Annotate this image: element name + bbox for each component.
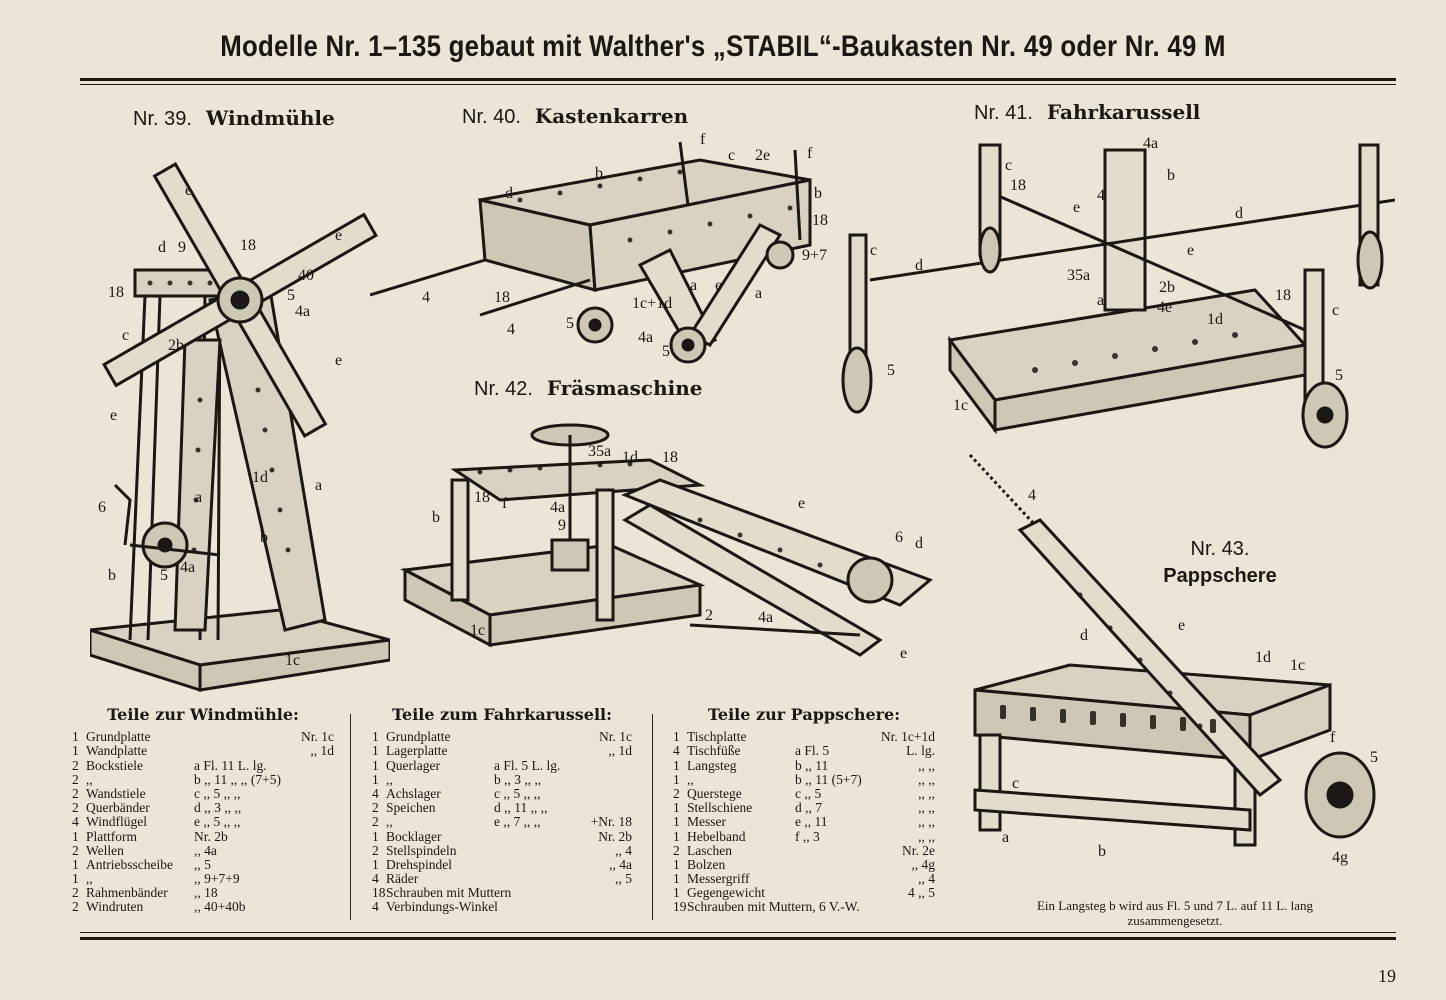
parts-row — [372, 730, 632, 744]
parts-row — [673, 830, 935, 844]
part-label: f — [502, 495, 508, 512]
page-number: 19 — [1378, 966, 1396, 986]
part-number: ,, ,, — [918, 757, 935, 773]
part-name: Stellschiene — [687, 800, 753, 816]
part-name: Laschen — [687, 842, 732, 858]
part-quantity: 1 — [673, 856, 680, 872]
part-spec: d ,, 3 ,, ,, — [194, 800, 242, 816]
part-label: 1c — [1290, 657, 1306, 674]
part-name: Verbindungs-Winkel — [386, 899, 498, 915]
part-label: 5 — [1335, 367, 1343, 384]
part-spec: b ,, 11 ,, ,, (7+5) — [194, 771, 281, 787]
parts-row — [673, 744, 935, 758]
part-quantity: 2 — [72, 800, 79, 816]
part-label: e — [1187, 242, 1195, 259]
page-title: Modelle Nr. 1–135 gebaut mit Walther's „STABIL“-Baukasten Nr. 49 oder Nr. 49 M — [220, 30, 1226, 63]
part-name: Langsteg — [687, 757, 737, 773]
cart-figure — [370, 130, 830, 370]
shears-drawing — [960, 450, 1390, 870]
parts-row — [372, 759, 632, 773]
part-number: ,, 4 — [918, 871, 935, 887]
part-spec: e ,, 7 ,, ,, — [494, 814, 541, 830]
part-number: 4 ,, 5 — [908, 885, 935, 901]
part-label: 4a — [180, 559, 196, 576]
part-label: e — [715, 277, 723, 294]
part-name: Schrauben mit Muttern — [386, 885, 512, 901]
part-quantity: 1 — [673, 885, 680, 901]
model-name: Windmühle — [205, 106, 335, 130]
parts-row — [372, 773, 632, 787]
part-label: 5 — [160, 567, 168, 584]
windmill-figure — [90, 140, 390, 700]
parts-row — [673, 886, 935, 900]
parts-row — [72, 787, 334, 801]
parts-row — [673, 858, 935, 872]
parts-row — [72, 773, 334, 787]
parts-row — [673, 773, 935, 787]
part-label: 5 — [566, 315, 574, 332]
part-number: ,, ,, — [918, 828, 935, 844]
parts-row — [72, 801, 334, 815]
part-label: d — [915, 535, 923, 552]
part-spec: ,, 4a — [194, 842, 217, 858]
part-quantity: 1 — [372, 757, 379, 773]
part-label: a — [690, 277, 698, 294]
parts-row — [72, 830, 334, 844]
part-number: ,, 1d — [310, 743, 334, 759]
part-label: c — [122, 327, 130, 344]
part-spec: Nr. 2b — [194, 828, 228, 844]
model-name: Fahrkarussell — [1046, 100, 1201, 124]
part-spec: a Fl. 5 — [795, 743, 830, 759]
part-quantity: 1 — [673, 729, 680, 745]
part-quantity: 2 — [673, 842, 680, 858]
part-name: Drehspindel — [386, 856, 452, 872]
part-name: Räder — [386, 871, 419, 887]
parts-row — [72, 872, 334, 886]
part-label: 4a — [758, 609, 774, 626]
model-label-41 — [974, 100, 1200, 125]
part-label: 18 — [662, 449, 678, 466]
parts-list-title: Teile zur Pappschere: — [707, 705, 901, 724]
part-number: ,, ,, — [918, 785, 935, 801]
part-quantity: 2 — [72, 771, 79, 787]
part-name: ,, — [386, 771, 393, 787]
part-label: b — [1098, 843, 1106, 860]
part-quantity: 19 — [673, 899, 687, 915]
column-divider — [350, 714, 351, 920]
part-label: c — [1012, 775, 1020, 792]
part-quantity: 4 — [372, 785, 379, 801]
part-name: Wandstiele — [86, 785, 146, 801]
part-label: e — [1178, 617, 1186, 634]
part-label: a — [315, 477, 323, 494]
part-label: b — [108, 567, 116, 584]
part-spec: c ,, 5 ,, ,, — [494, 785, 541, 801]
parts-row — [72, 759, 334, 773]
parts-row — [372, 787, 632, 801]
part-quantity: 1 — [673, 800, 680, 816]
part-label: c — [728, 147, 736, 164]
part-quantity: 1 — [372, 828, 379, 844]
part-number: +Nr. 18 — [590, 814, 632, 830]
part-quantity: 2 — [372, 842, 379, 858]
part-quantity: 1 — [72, 743, 79, 759]
parts-row — [673, 815, 935, 829]
part-spec: e ,, 5 ,, ,, — [194, 814, 241, 830]
part-quantity: 2 — [72, 785, 79, 801]
part-name: Stellspindeln — [386, 842, 457, 858]
part-quantity: 1 — [673, 828, 680, 844]
part-quantity: 1 — [673, 757, 680, 773]
part-label: 9 — [558, 517, 566, 534]
part-label: c — [1005, 157, 1013, 174]
part-label: 1c — [470, 622, 486, 639]
part-label: 18 — [474, 489, 490, 506]
footer-rule-thin — [80, 932, 1396, 933]
part-name: Bockstiele — [86, 757, 143, 773]
part-label: 1d — [1207, 311, 1223, 328]
part-quantity: 2 — [72, 885, 79, 901]
part-label: 5 — [662, 343, 670, 360]
shears-figure — [960, 450, 1390, 870]
part-label: 1d — [622, 449, 638, 466]
part-label: 9+7 — [802, 247, 828, 264]
part-quantity: 1 — [673, 771, 680, 787]
part-spec: ,, 5 — [194, 856, 211, 872]
part-number: L. lg. — [906, 743, 935, 759]
parts-list-title: Teile zum Fahrkarussell: — [391, 705, 613, 724]
parts-row — [673, 872, 935, 886]
part-spec: c ,, 5 ,, ,, — [194, 785, 241, 801]
part-name: Rahmenbänder — [86, 885, 168, 901]
part-spec: ,, 9+7+9 — [194, 871, 240, 887]
part-label: 9 — [178, 239, 186, 256]
part-name: Wandplatte — [86, 743, 148, 759]
part-number: ,, ,, — [918, 814, 935, 830]
part-name: Antriebsscheibe — [86, 856, 173, 872]
part-spec: e ,, 11 — [795, 814, 828, 830]
model-number: Nr. 42. — [474, 378, 533, 400]
part-spec: b ,, 11 — [795, 757, 829, 773]
part-label: 1c+1d — [632, 295, 673, 312]
part-label: a — [1002, 829, 1010, 846]
parts-row — [372, 830, 632, 844]
part-spec: a Fl. 5 L. lg. — [494, 757, 561, 773]
part-name: Tischplatte — [687, 729, 747, 745]
parts-row — [72, 900, 334, 914]
parts-row — [673, 801, 935, 815]
part-label: f — [807, 145, 813, 162]
parts-row — [673, 730, 935, 744]
part-spec: d ,, 7 — [795, 800, 822, 816]
milling-machine-drawing — [400, 420, 940, 680]
part-number: Nr. 1c — [301, 729, 334, 745]
model-name: Kastenkarren — [534, 104, 689, 128]
part-label: 4a — [550, 499, 566, 516]
header-rule-thin — [80, 84, 1396, 85]
parts-list-carousel — [372, 705, 632, 915]
part-label: 5 — [287, 287, 295, 304]
model-number: Nr. 40. — [462, 106, 521, 128]
part-name: Schrauben mit Muttern, 6 V.-W. — [687, 899, 860, 915]
part-quantity: 4 — [372, 871, 379, 887]
parts-list-shears — [673, 705, 935, 915]
part-label: 18 — [494, 289, 510, 306]
part-name: Bolzen — [687, 856, 726, 872]
parts-row — [372, 900, 632, 914]
parts-row — [673, 900, 935, 914]
part-label: 18 — [1275, 287, 1291, 304]
part-name: Bocklager — [386, 828, 442, 844]
part-name: ,, — [86, 771, 93, 787]
part-name: Grundplatte — [386, 729, 451, 745]
part-spec: d ,, 11 ,, ,, — [494, 800, 548, 816]
part-quantity: 1 — [72, 856, 79, 872]
part-label: 18 — [108, 284, 124, 301]
part-number: ,, ,, — [918, 800, 935, 816]
part-label: 4 — [1097, 187, 1105, 204]
part-label: 4g — [1332, 849, 1348, 866]
parts-row — [72, 844, 334, 858]
part-name: Querbänder — [86, 800, 150, 816]
part-name: Messer — [687, 814, 726, 830]
part-label: 2b — [1159, 279, 1175, 296]
part-label: b — [1167, 167, 1175, 184]
part-name: Achslager — [386, 785, 441, 801]
part-label: a — [755, 285, 763, 302]
part-name: ,, — [687, 771, 694, 787]
part-label: e — [185, 182, 193, 199]
part-label: 40 — [298, 267, 314, 284]
part-label: d — [158, 239, 166, 256]
part-label: a — [1097, 292, 1105, 309]
part-label: a — [195, 489, 203, 506]
part-label: e — [335, 227, 343, 244]
parts-row — [372, 886, 632, 900]
part-quantity: 1 — [72, 828, 79, 844]
part-quantity: 2 — [72, 899, 79, 915]
part-quantity: 2 — [372, 814, 379, 830]
part-name: Querlager — [386, 757, 440, 773]
parts-row — [72, 730, 334, 744]
model-number: Nr. 39. — [133, 108, 192, 130]
part-label: 1c — [953, 397, 969, 414]
windmill-drawing — [90, 140, 390, 700]
part-spec: ,, 18 — [194, 885, 218, 901]
part-quantity: 1 — [372, 856, 379, 872]
part-label: 6 — [98, 499, 106, 516]
part-name: Plattform — [86, 828, 137, 844]
part-label: 35a — [588, 443, 612, 460]
part-number: ,, 4 — [615, 842, 632, 858]
part-number: Nr. 1c — [599, 729, 632, 745]
part-quantity: 1 — [372, 771, 379, 787]
parts-row — [372, 844, 632, 858]
part-name: Windruten — [86, 899, 144, 915]
part-label: c — [870, 242, 878, 259]
part-quantity: 1 — [372, 729, 379, 745]
part-label: 4 — [507, 321, 515, 338]
part-name: Wellen — [86, 842, 124, 858]
part-label: 1c — [285, 652, 301, 669]
model-label-39 — [133, 106, 335, 131]
part-label: 18 — [1010, 177, 1026, 194]
part-name: Querstege — [687, 785, 742, 801]
part-name: Hebelband — [687, 828, 746, 844]
carousel-drawing — [835, 130, 1395, 450]
part-label: 5 — [1370, 749, 1378, 766]
part-name: Messergriff — [687, 871, 750, 887]
parts-list-title: Teile zur Windmühle: — [107, 705, 299, 724]
model-number: Nr. 41. — [974, 102, 1033, 124]
part-label: e — [335, 352, 343, 369]
part-number: Nr. 2e — [902, 842, 935, 858]
part-number: ,, ,, — [918, 771, 935, 787]
header-rule — [80, 78, 1396, 81]
model-label-40 — [462, 104, 688, 129]
model-name: Pappschere — [1163, 565, 1277, 587]
part-label: f — [700, 131, 706, 148]
part-quantity: 4 — [372, 899, 379, 915]
part-quantity: 4 — [72, 814, 79, 830]
parts-row — [673, 844, 935, 858]
part-label: 4e — [1157, 299, 1173, 316]
part-label: 18 — [812, 212, 828, 229]
part-name: Gegengewicht — [687, 885, 765, 901]
cart-drawing — [370, 130, 830, 370]
part-label: 4 — [1028, 487, 1036, 504]
model-label-42 — [474, 376, 703, 401]
part-name: ,, — [386, 814, 393, 830]
part-name: Tischfüße — [687, 743, 741, 759]
parts-row — [372, 872, 632, 886]
parts-row — [72, 886, 334, 900]
part-label: 2b — [168, 337, 184, 354]
part-label: b — [432, 509, 440, 526]
part-label: b — [260, 529, 268, 546]
part-label: b — [595, 165, 603, 182]
part-number: Nr. 1c+1d — [880, 729, 935, 745]
part-label: b — [814, 185, 822, 202]
part-name: Windflügel — [86, 814, 147, 830]
footer-rule — [80, 937, 1396, 940]
model-name: Fräsmaschine — [546, 376, 703, 400]
part-spec: a Fl. 11 L. lg. — [194, 757, 267, 773]
model-number: Nr. 43. — [1190, 538, 1250, 560]
part-number: ,, 5 — [615, 871, 632, 887]
parts-row — [372, 744, 632, 758]
part-label: 2e — [755, 147, 771, 164]
part-label: e — [1073, 199, 1081, 216]
part-quantity: 1 — [673, 871, 680, 887]
milling-machine-figure — [400, 420, 940, 680]
part-label: 18 — [240, 237, 256, 254]
part-label: 4 — [422, 289, 430, 306]
part-name: Grundplatte — [86, 729, 151, 745]
part-name: ,, — [86, 871, 93, 887]
part-number: ,, 4g — [911, 856, 935, 872]
part-quantity: 2 — [673, 785, 680, 801]
parts-list-rows — [372, 730, 632, 914]
part-spec: c ,, 5 — [795, 785, 822, 801]
part-number: ,, 4a — [609, 856, 632, 872]
parts-row — [72, 858, 334, 872]
part-label: e — [110, 407, 118, 424]
parts-row — [372, 815, 632, 829]
part-spec: b ,, 3 ,, ,, — [494, 771, 542, 787]
part-label: d — [1080, 627, 1088, 644]
part-quantity: 1 — [72, 729, 79, 745]
part-quantity: 2 — [72, 757, 79, 773]
part-label: 4a — [638, 329, 654, 346]
part-number: Nr. 2b — [598, 828, 632, 844]
part-number: ,, 1d — [608, 743, 632, 759]
part-label: 1d — [1255, 649, 1271, 666]
parts-list-rows — [673, 730, 935, 914]
parts-row — [72, 815, 334, 829]
part-label: d — [915, 257, 923, 274]
part-name: Speichen — [386, 800, 436, 816]
column-divider — [652, 714, 653, 920]
parts-row — [372, 801, 632, 815]
parts-list-rows — [72, 730, 334, 914]
part-label: 35a — [1067, 267, 1091, 284]
parts-row — [673, 787, 935, 801]
part-spec: f ,, 3 — [795, 828, 820, 844]
part-label: 2 — [705, 607, 713, 624]
part-quantity: 1 — [72, 871, 79, 887]
parts-row — [372, 858, 632, 872]
part-quantity: 2 — [372, 800, 379, 816]
part-quantity: 18 — [372, 885, 386, 901]
part-label: c — [1332, 302, 1340, 319]
part-label: 4a — [1143, 135, 1159, 152]
part-quantity: 2 — [72, 842, 79, 858]
part-label: f — [1330, 729, 1336, 746]
part-label: d — [1235, 205, 1243, 222]
part-label: 5 — [887, 362, 895, 379]
carousel-figure — [835, 130, 1395, 450]
part-quantity: 4 — [673, 743, 680, 759]
part-name: Lagerplatte — [386, 743, 448, 759]
part-label: e — [900, 645, 908, 662]
part-quantity: 1 — [372, 743, 379, 759]
parts-row — [72, 744, 334, 758]
assembly-note: Ein Langsteg b wird aus Fl. 5 und 7 L. auf 11 L. lang zusammengesetzt. — [1036, 898, 1314, 928]
part-label: d — [505, 185, 513, 202]
parts-list-windmill — [72, 705, 334, 915]
part-spec: ,, 40+40b — [194, 899, 246, 915]
part-label: 4a — [295, 303, 311, 320]
parts-row — [673, 759, 935, 773]
part-spec: b ,, 11 (5+7) — [795, 771, 862, 787]
part-label: 6 — [895, 529, 903, 546]
part-label: e — [798, 495, 806, 512]
part-quantity: 1 — [673, 814, 680, 830]
part-label: 1d — [252, 469, 268, 486]
